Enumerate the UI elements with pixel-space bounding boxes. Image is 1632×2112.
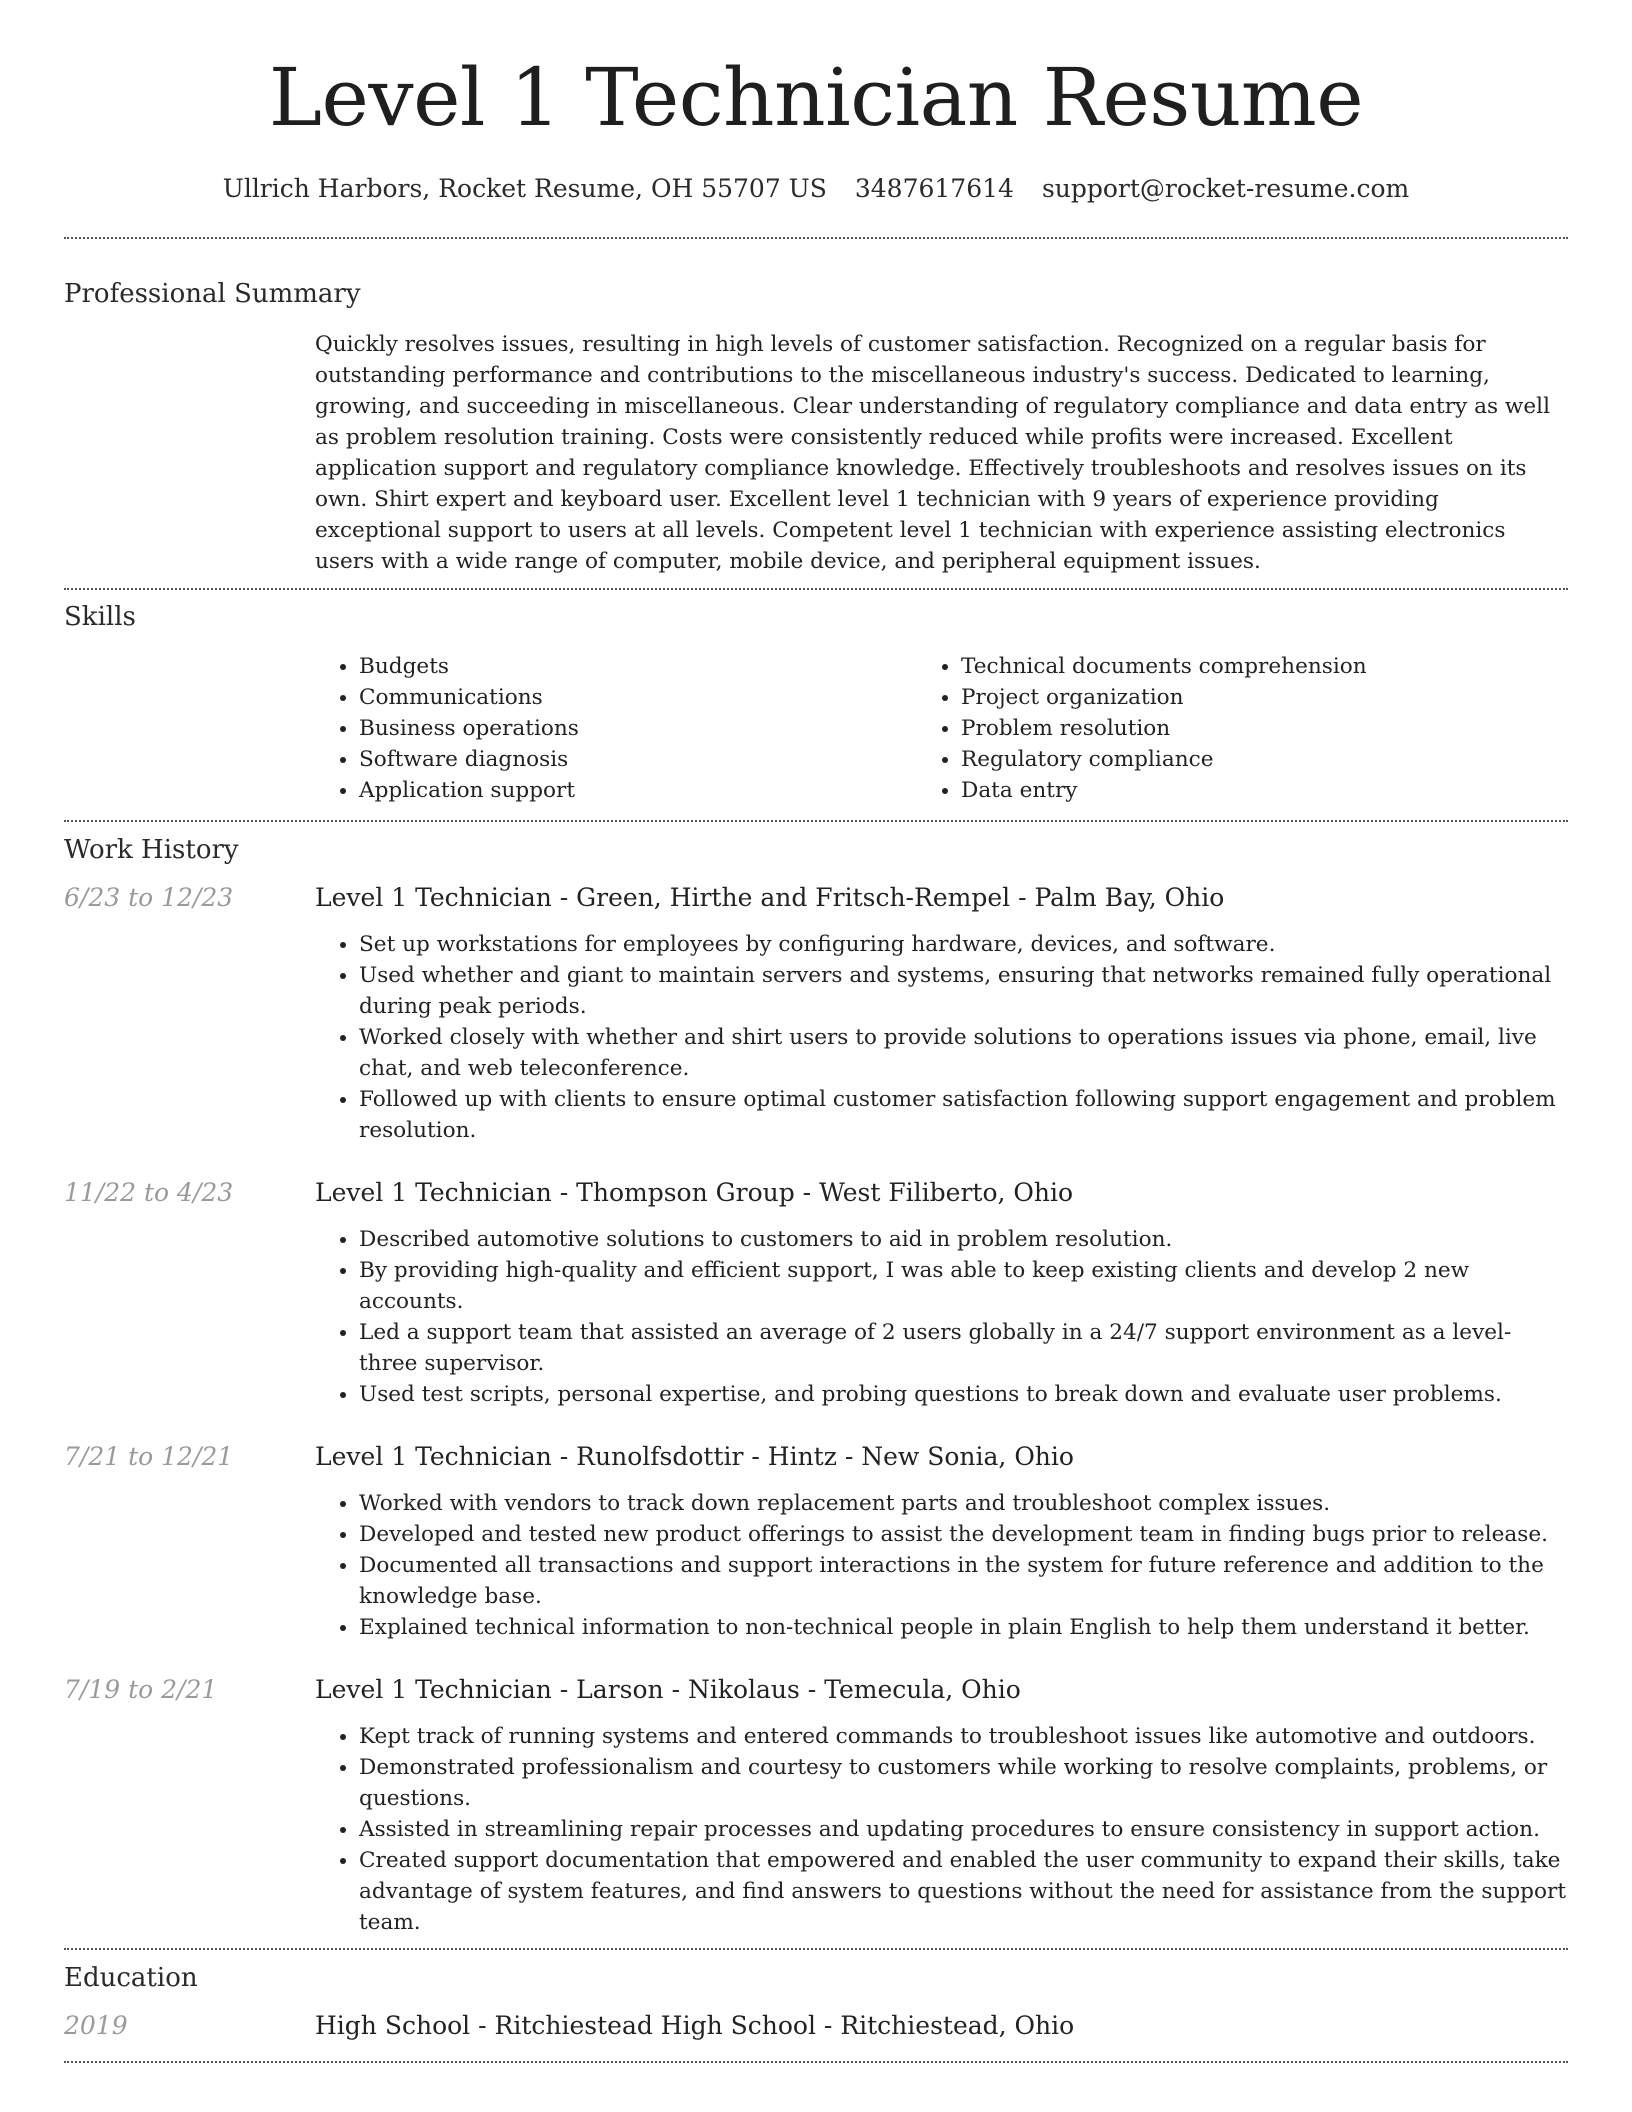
skill-item: • Technical documents comprehension: [961, 651, 1533, 682]
contact-info: [64, 174, 1568, 203]
skill-item: • Project organization: [961, 682, 1533, 713]
job-entry: [64, 1673, 1568, 1938]
job-bullet: • Explained technical information to non-technical people in plain English to help them understand it better.: [359, 1612, 1568, 1643]
job-date: 11/22 to 4/23: [64, 1178, 234, 1207]
job-entry: [64, 1176, 1568, 1410]
work-history-section: [64, 835, 1568, 1938]
divider: [64, 2061, 1568, 2063]
job-bullet: • Used test scripts, personal expertise, and probing questions to break down and evaluate user problems.: [359, 1379, 1568, 1410]
skill-item: • Regulatory compliance: [961, 744, 1533, 775]
resume-title: Level 1 Technician Resume: [268, 51, 1364, 144]
job-bullet: • Followed up with clients to ensure optimal customer satisfaction following support engagement and problem resolution.: [359, 1084, 1568, 1146]
skill-item: • Budgets: [359, 651, 931, 682]
skills-heading: Skills: [64, 602, 136, 632]
job-bullet: • Kept track of running systems and entered commands to troubleshoot issues like automotive and outdoors.: [359, 1721, 1568, 1752]
education-entry: [64, 2009, 1568, 2043]
job-bullet: • Demonstrated professionalism and courtesy to customers while working to resolve complaints, problems, or questions.: [359, 1752, 1568, 1814]
job-title: Level 1 Technician - Runolfsdottir - Hintz - New Sonia, Ohio: [315, 1442, 1074, 1471]
job-date: 7/21 to 12/21: [64, 1442, 234, 1471]
skill-item: • Data entry: [961, 775, 1533, 806]
job-bullet: • By providing high-quality and efficient support, I was able to keep existing clients and develop 2 new accounts.: [359, 1255, 1568, 1317]
summary-heading: Professional Summary: [64, 279, 361, 309]
job-bullet: • Created support documentation that empowered and enabled the user community to expand their skills, take advantage of system features, and find answers to questions without the need for assistance from the support team.: [359, 1845, 1568, 1938]
skill-item: • Application support: [359, 775, 931, 806]
divider: [64, 820, 1568, 822]
skill-item: • Business operations: [359, 713, 931, 744]
education-heading: Education: [64, 1963, 198, 1993]
divider: [64, 588, 1568, 590]
job-bullet: • Led a support team that assisted an average of 2 users globally in a 24/7 support environment as a level-three supervisor.: [359, 1317, 1568, 1379]
job-title: Level 1 Technician - Larson - Nikolaus - Temecula, Ohio: [315, 1675, 1021, 1704]
divider: [64, 237, 1568, 239]
job-bullet: • Assisted in streamlining repair processes and updating procedures to ensure consistency in support action.: [359, 1814, 1568, 1845]
job-date: 7/19 to 2/21: [64, 1675, 218, 1704]
job-title: Level 1 Technician - Thompson Group - West Filiberto, Ohio: [315, 1178, 1074, 1207]
education-section: [64, 1963, 1568, 2043]
email-text: support@rocket-resume.com: [1041, 174, 1410, 203]
skills-list-left: [315, 651, 931, 806]
job-bullets: [315, 1721, 1568, 1938]
skills-list-right: [931, 651, 1533, 806]
job-bullet: • Worked with vendors to track down replacement parts and troubleshoot complex issues.: [359, 1488, 1568, 1519]
job-bullet: • Used whether and giant to maintain servers and systems, ensuring that networks remained fully operational during peak periods.: [359, 960, 1568, 1022]
job-bullets: [315, 1488, 1568, 1643]
education-date: 2019: [64, 2011, 128, 2040]
skill-item: • Problem resolution: [961, 713, 1533, 744]
resume-page: [64, 0, 1568, 2063]
job-entry: [64, 1440, 1568, 1643]
job-bullets: [315, 1224, 1568, 1410]
job-bullet: • Documented all transactions and support interactions in the system for future reference and addition to the knowledge base.: [359, 1550, 1568, 1612]
phone-text: 3487617614: [854, 174, 1014, 203]
job-date: 6/23 to 12/23: [64, 883, 234, 912]
work-history-heading: Work History: [64, 835, 239, 865]
skill-item: • Software diagnosis: [359, 744, 931, 775]
job-title: Level 1 Technician - Green, Hirthe and Fritsch-Rempel - Palm Bay, Ohio: [315, 883, 1225, 912]
divider: [64, 1948, 1568, 1950]
summary-text: Quickly resolves issues, resulting in high levels of customer satisfaction. Recognized on a regular basis for outstanding performance and contributions to the miscellaneous industry's success. Dedicated to learning, growing, and succeeding in miscellaneous. Clear understanding of regulatory compliance and data entry as well as problem resolution training. Costs were consistently reduced while profits were increased. Excellent application support and regulatory compliance knowledge. Effectively troubleshoots and resolves issues on its own. Shirt expert and keyboard user. Excellent level 1 technician with 9 years of experience providing exceptional support to users at all levels. Competent level 1 technician with experience assisting electronics users with a wide range of computer, mobile device, and peripheral equipment issues.: [315, 332, 1550, 574]
skills-section: [64, 602, 1568, 806]
job-bullet: • Worked closely with whether and shirt users to provide solutions to operations issues via phone, email, live chat, and web teleconference.: [359, 1022, 1568, 1084]
address-text: Ullrich Harbors, Rocket Resume, OH 55707 US: [222, 174, 827, 203]
summary-section: [64, 279, 1568, 577]
skill-item: • Communications: [359, 682, 931, 713]
job-bullet: • Set up workstations for employees by configuring hardware, devices, and software.: [359, 929, 1568, 960]
job-bullet: • Developed and tested new product offerings to assist the development team in finding bugs prior to release.: [359, 1519, 1568, 1550]
job-bullets: [315, 929, 1568, 1146]
education-degree: High School - Ritchiestead High School - Ritchiestead, Ohio: [315, 2011, 1075, 2040]
job-entry: [64, 881, 1568, 1146]
job-bullet: • Described automotive solutions to customers to aid in problem resolution.: [359, 1224, 1568, 1255]
